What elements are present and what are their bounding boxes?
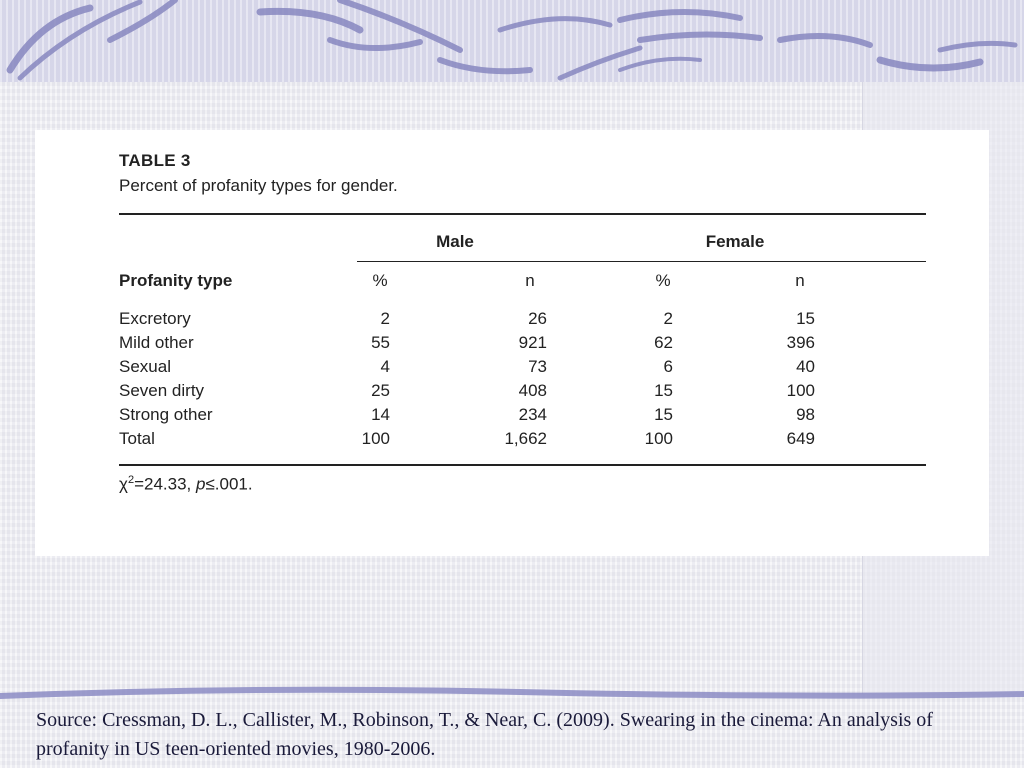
table-row-female-pct: 6 [663,357,673,376]
table-row-female-pct: 100 [644,429,673,448]
table-row-male-n: 408 [518,381,547,400]
table-row-female-pct: 15 [654,381,673,400]
col-header-male-pct: % [372,271,388,290]
table-row-female-n: 15 [796,309,815,328]
chi-symbol: χ [119,474,128,494]
table-row-female-n: 98 [796,405,815,424]
table-caption: Percent of profanity types for gender. [119,176,398,195]
table-row-type: Sexual [119,357,171,376]
table-row-type: Strong other [119,405,213,424]
table-title: TABLE 3 [119,151,191,170]
chi-stat: =24.33, [134,474,196,494]
p-symbol: p [195,474,206,494]
table-row-male-n: 1,662 [504,429,547,448]
bottom-stroke-decoration [0,684,1024,704]
row-header-label: Profanity type [119,271,233,290]
table-row-male-n: 234 [518,405,547,424]
group-header-rule [357,261,926,262]
col-header-female-n: n [795,271,805,290]
p-value: ≤.001. [205,474,253,494]
decorative-banner [0,0,1024,82]
table-top-rule [119,213,926,215]
table-row-male-pct: 55 [371,333,390,352]
table-row-female-pct: 62 [654,333,673,352]
col-header-female-pct: % [655,271,671,290]
group-header-male: Male [436,232,474,251]
table-row-type: Mild other [119,333,194,352]
table-row-female-n: 396 [786,333,815,352]
table-row-male-pct: 100 [361,429,390,448]
table-footnote [119,474,253,495]
table-row-female-n: 100 [786,381,815,400]
table-row-male-n: 73 [528,357,547,376]
table-row-type: Seven dirty [119,381,205,400]
source-citation: Source: Cressman, D. L., Callister, M., Robinson, T., & Near, C. (2009). Swearing in the cinema: An analysis of profanity in US teen-oriented movies, 1980-2006. [36,709,933,760]
table-bottom-rule [119,464,926,466]
table-row-male-pct: 4 [380,357,390,376]
table-row-female-pct: 15 [654,405,673,424]
table-row-male-n: 921 [518,333,547,352]
group-header-female: Female [705,232,765,251]
table-row-female-n: 649 [786,429,815,448]
table-row-type: Total [119,429,155,448]
col-header-male-n: n [525,271,535,290]
table-row-female-n: 40 [796,357,815,376]
table-row-male-n: 26 [528,309,547,328]
brush-strokes-decoration [0,0,1024,82]
table-row-male-pct: 25 [371,381,390,400]
table-row-male-pct: 2 [380,309,390,328]
table-row-type: Excretory [119,309,191,328]
chi-superscript: 2 [127,474,135,486]
table-row-male-pct: 14 [371,405,390,424]
table-row-female-pct: 2 [663,309,673,328]
table-image [35,130,989,556]
